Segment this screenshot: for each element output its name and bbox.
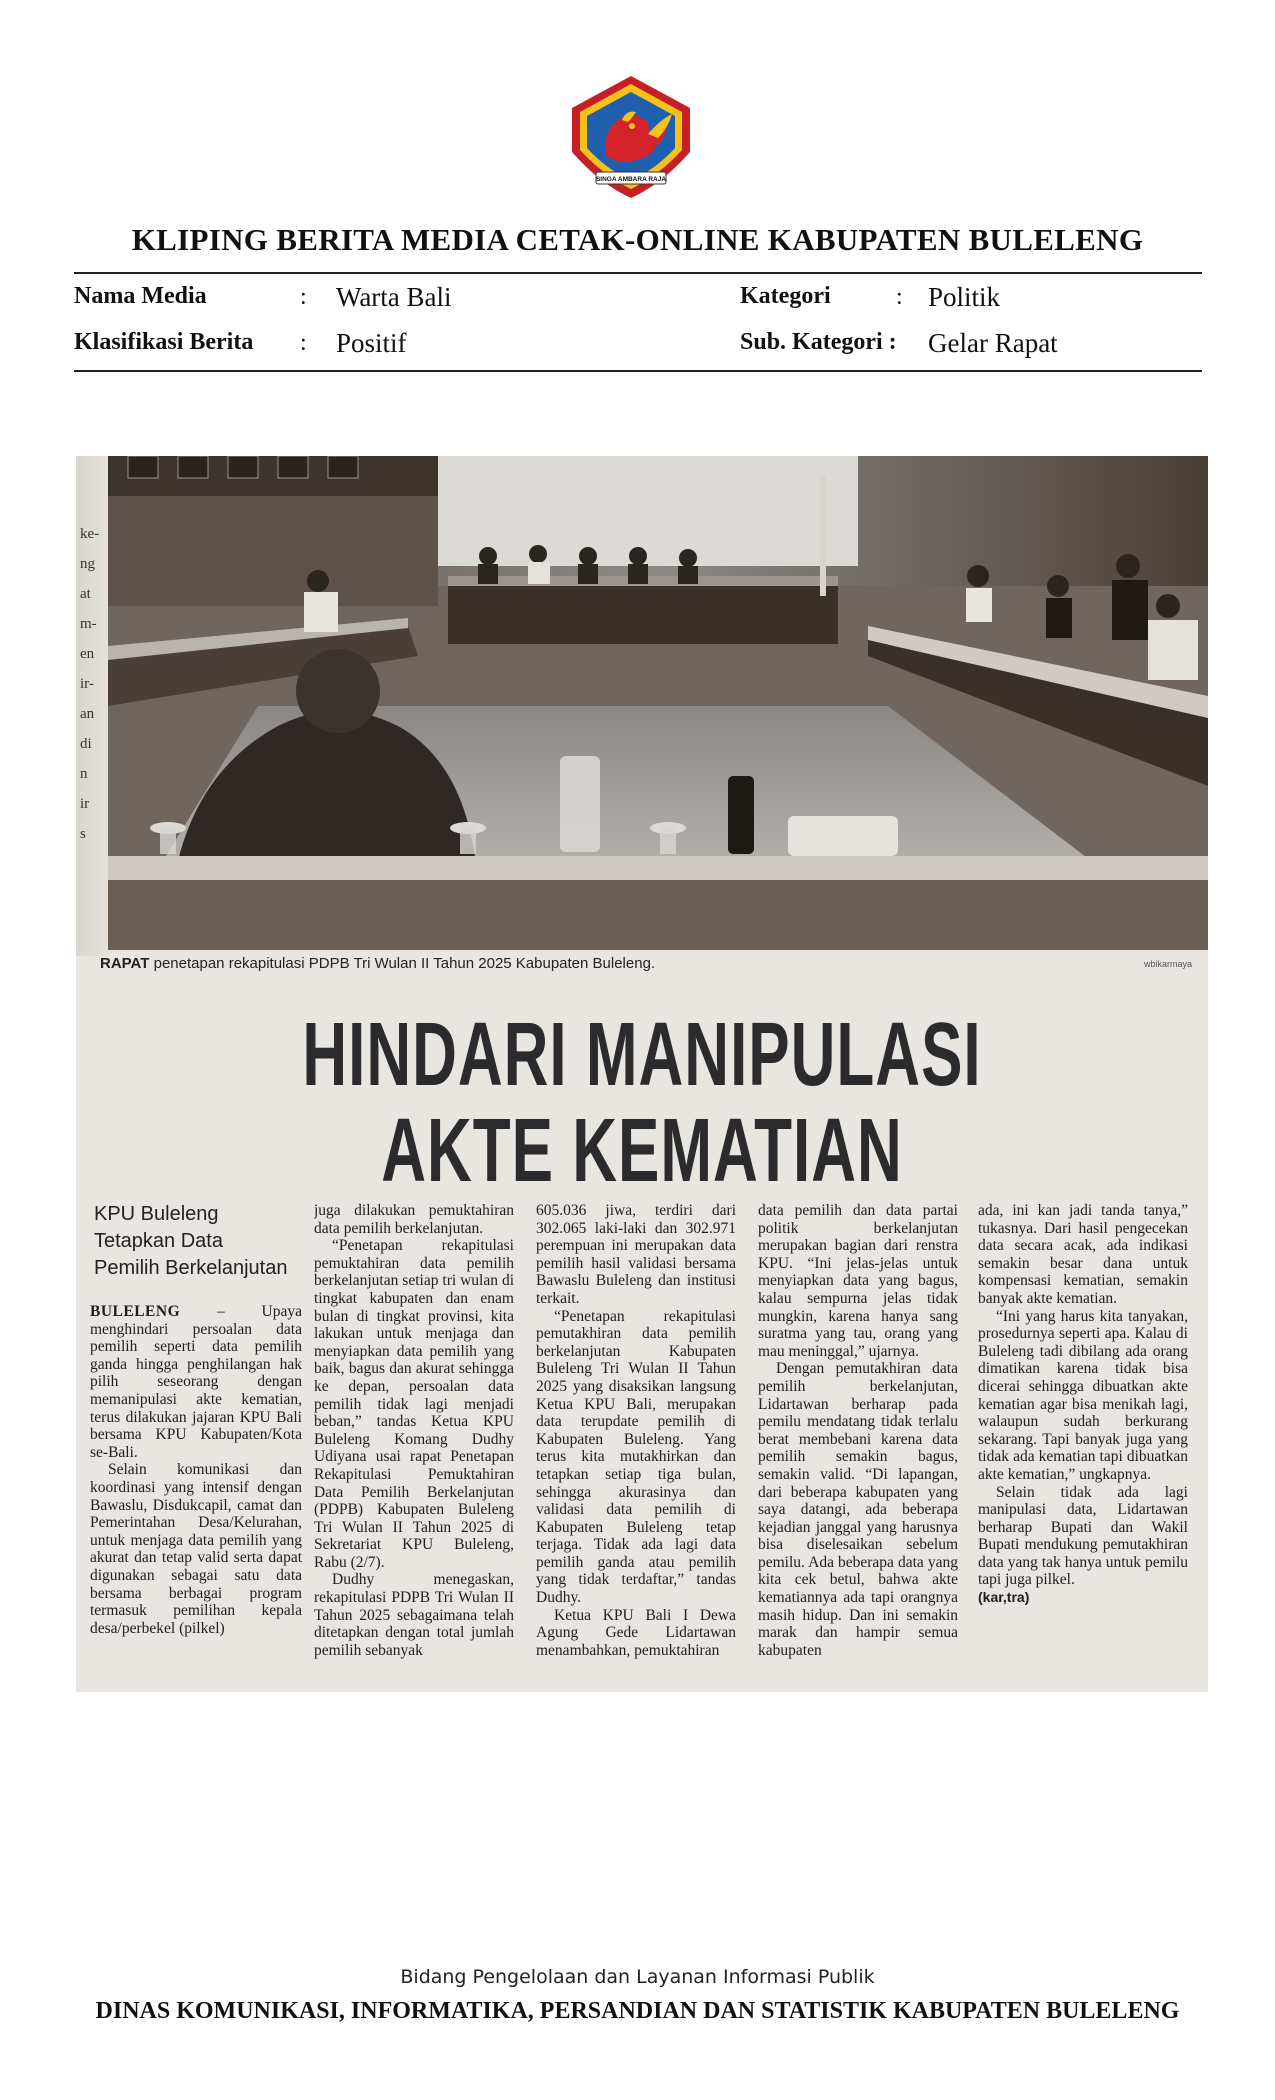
klasifikasi-label: Klasifikasi Berita bbox=[74, 329, 254, 355]
subkategori-label: Sub. Kategori : bbox=[740, 329, 897, 355]
kategori-value: Politik bbox=[928, 282, 1001, 312]
headline-line-2: AKTE KEMATIAN bbox=[381, 1101, 903, 1202]
article-column-2: juga dilakukan pemuktahiran data pemilih berkelanjutan. “Penetapan rekapitulasi pemuktahiran data pemilih berkelanjutan setiap tri wulan di tingkat kabupaten dan enam bulan di tingkat provinsi, kita lakukan untuk menjaga dan menyiapkan data pemilih yang baik, bagus dan akurat sehingga ke depan, persoalan data pemilih tidak lagi menjadi beban,” tandas Ketua KPU Buleleng Komang Dudhy Udiyana usai rapat Penetapan Rekapitulasi Pemuktahiran Data Pemilih Berkelanjutan (PDPB) Kabupaten Buleleng Tri Wulan II Tahun 2025 di Sekretariat KPU Buleleng, Rabu (2/7). Dudhy menegaskan, rekapitulasi PDPB Tri Wulan II Tahun 2025 sebagaimana telah ditetapkan dengan total jumlah pemilih sebanyak bbox=[314, 1202, 514, 1659]
colon: : bbox=[896, 284, 903, 310]
article-column-3: 605.036 jiwa, terdiri dari 302.065 laki-laki dan 302.971 perempuan ini merupakan data pemilih hasil validasi bersama Bawaslu Buleleng dan institusi terkait. “Penetapan rekapitulasi pemutakhiran data pemilih berkelanjutan Kabupaten Buleleng Tri Wulan II Tahun 2025 yang disaksikan langsung Ketua KPU Bali, merupakan data terupdate pemilih di Kabupaten Buleleng. Yang terus kita mutakhirkan dan tetapkan setiap tiga bulan, sehingga akurasinya dan validasi data pemilih di Kabupaten Buleleng tetap terjaga. Tidak ada lagi data pemilih ganda atau pemilih yang tidak terdaftar,” tandas Dudhy. Ketua KPU Bali I Dewa Agung Gede Lidartawan menambahkan, pemuktahiran bbox=[536, 1202, 736, 1659]
footer-agency: DINAS KOMUNIKASI, INFORMATIKA, PERSANDIAN DAN STATISTIK KABUPATEN BULELENG bbox=[95, 1998, 1180, 2024]
newspaper-clipping: ke- ng at m- en ir- an di n ir s RAPAT penetapan rekapitulasi PDPB Tri Wulan II Tahun 2025 Kabupaten Buleleng. wbikarmaya HINDARI MANIPULASI AKTE KEMATIAN KPU Buleleng Tetapkan Data Pemilih Berkelanjutan BULELENG – Upaya menghindari persoalan data pemilih seperti data pemilih ganda hingga penghilangan hak pilih seseorang dengan memanipulasi akte kematian, terus dilakukan jajaran KPU Bali bersama KPU Kabupaten/Kota se-Bali. Selain komunikasi dan koordinasi yang intensif dengan Bawaslu, Disdukcapil, camat dan Pemerintahan Desa/Kelurahan, untuk menjaga data pemilih yang akurat dan tetap valid serta dapat digunakan sebagai satu data bersama berbagai program termasuk pemilihan kepala desa/perbekel (pilkel) juga dilakukan pemuktahiran data pemilih berkelanjutan. “Penetapan rekapitulasi pemuktahiran data pemilih berkelanjutan setiap tri wulan di tingkat kabupaten dan enam bulan di tingkat provinsi, kita lakukan untuk menjaga dan menyiapkan data pemilih yang baik, bagus dan akurat sehingga ke depan, persoalan data pemilih tidak lagi menjadi beban,” tandas Ketua KPU Buleleng Komang Dudhy Udiyana usai rapat Penetapan Rekapitulasi Pemuktahiran Data Pemilih Berkelanjutan (PDPB) Kabupaten Buleleng Tri Wulan II Tahun 2025 di Sekretariat KPU Buleleng, Rabu (2/7). Dudhy menegaskan, rekapitulasi PDPB Tri Wulan II Tahun 2025 sebagaimana telah ditetapkan dengan total jumlah pemilih sebanyak 605.036 jiwa, terdiri dari 302.065 laki-laki dan 302.971 perempuan ini merupakan data pemilih hasil validasi bersama Bawaslu Buleleng dan institusi terkait. “Penetapan rekapitulasi pemutakhiran data pemilih berkelanjutan Kabupaten Buleleng Tri Wulan II Tahun 2025 yang disaksikan langsung Ketua KPU Bali, merupakan data terupdate pemilih di Kabupaten Buleleng. Yang terus kita mutakhirkan dan tetapkan setiap tiga bulan, sehingga akurasinya dan validasi data pemilih di Kabupaten Buleleng tetap terjaga. Tidak ada lagi data pemilih ganda atau pemilih yang tidak terdaftar,” tandas Dudhy. Ketua KPU Bali I Dewa Agung Gede Lidartawan menambahkan, pemuktahiran data pemilih dan data partai politik berkelanjutan merupakan bagian dari renstra KPU. “Ini jelas-jelas untuk menyiapkan data yang bagus, kalau sempurna jelas tidak mungkin, karena hanya sang suratma yang tau, orang yang mau meninggal,” ujarnya. Dengan pemutakhiran data pemilih berkelanjutan, Lidartawan berharap pada pemilu mendatang tidak terlalu berat membebani karena data pemilih semakin bagus, semakin valid. “Di lapangan, dari beberapa kabupaten yang saya datangi, ada beberapa kejadian janggal yang harusnya bisa diselesaikan sebelum pemilu. Ada beberapa data yang kita cek betul, bahwa akte kematiannya ada tapi orangnya masih hidup. Dan ini semakin marak dan hampir semua kabupaten ada, ini kan jadi tanda tanya,” tukasnya. Dari hasil pengecekan data secara acak, ada indikasi semakin besar dana untuk kompensasi kematian, semakin banyak akte kematian. “Ini yang harus kita tanyakan, prosedurnya seperti apa. Kalau di Buleleng tadi dibilang ada orang dimatikan karena tidak bisa dicerai sehingga dibuatkan akte kematian agar bisa menikah lagi, walaupun sudah berkurang sekarang. Tapi banyak juga yang tidak ada kematian tapi dibuatkan akte kematian,” ungkapnya. Selain tidak ada lagi manipulasi data, Lidartawan berharap Bupati dan Wakil Bupati mendukung pemutakhiran data yang tak hanya untuk pemilu tapi juga pilkel. (kar,tra) bbox=[76, 456, 1208, 1692]
article-signature: (kar,tra) bbox=[978, 1589, 1030, 1606]
singa-ambara-raja-crest-icon bbox=[562, 74, 700, 200]
media-value: Warta Bali bbox=[336, 282, 452, 312]
headline-line-1: HINDARI MANIPULASI bbox=[302, 1005, 982, 1106]
caption-text: penetapan rekapitulasi PDPB Tri Wulan II Tahun 2025 Kabupaten Buleleng. bbox=[149, 955, 656, 972]
header-divider bbox=[74, 272, 1202, 274]
subkategori-value: Gelar Rapat bbox=[928, 328, 1058, 358]
meeting-photo bbox=[108, 456, 1208, 950]
colon: : bbox=[300, 330, 307, 356]
meta-divider bbox=[74, 370, 1202, 372]
page-title: KLIPING BERITA MEDIA CETAK-ONLINE KABUPATEN BULELENG bbox=[131, 222, 1144, 257]
kategori-label: Kategori bbox=[740, 283, 831, 309]
colon: : bbox=[300, 284, 307, 310]
media-label: Nama Media bbox=[74, 283, 207, 309]
klasifikasi-value: Positif bbox=[336, 328, 407, 358]
photo-caption bbox=[100, 955, 1000, 972]
caption-lead: RAPAT bbox=[100, 955, 150, 972]
dateline: BULELENG bbox=[90, 1303, 181, 1320]
footer-division: Bidang Pengelolaan dan Layanan Informasi Publik bbox=[400, 1966, 875, 1988]
article-column-5: ada, ini kan jadi tanda tanya,” tukasnya. Dari hasil pengecekan data secara acak, ada indikasi semakin besar dana untuk kompensasi kematian, semakin banyak akte kematian. “Ini yang harus kita tanyakan, prosedurnya seperti apa. Kalau di Buleleng tadi dibilang ada orang dimatikan karena tidak bisa dicerai sehingga dibuatkan akte kematian agar bisa menikah lagi, walaupun sudah berkurang sekarang. Tapi banyak juga yang tidak ada kematian tapi dibuatkan akte kematian,” ungkapnya. Selain tidak ada lagi manipulasi data, Lidartawan berharap Bupati dan Wakil Bupati mendukung pemutakhiran data yang tak hanya untuk pemilu tapi juga pilkel. (kar,tra) bbox=[978, 1202, 1188, 1606]
subheadline: KPU Buleleng Tetapkan Data Pemilih Berkelanjutan bbox=[94, 1203, 288, 1279]
article-column-4: data pemilih dan data partai politik berkelanjutan merupakan bagian dari renstra KPU. “Ini jelas-jelas untuk menyiapkan data yang bagus, kalau sempurna jelas tidak mungkin, karena hanya sang suratma yang tau, orang yang mau meninggal,” ujarnya. Dengan pemutakhiran data pemilih berkelanjutan, Lidartawan berharap pada pemilu mendatang tidak terlalu berat membebani karena data pemilih semakin bagus, semakin valid. “Di lapangan, dari beberapa kabupaten yang saya datangi, ada beberapa kejadian janggal yang harusnya bisa diselesaikan sebelum pemilu. Ada beberapa data yang kita cek betul, bahwa akte kematiannya ada tapi orangnya masih hidup. Dan ini semakin marak dan hampir semua kabupaten bbox=[758, 1202, 958, 1659]
svg-text:SINGA AMBARA RAJA: SINGA AMBARA RAJA bbox=[595, 176, 667, 183]
photo-credit: wbikarmaya bbox=[1144, 959, 1193, 969]
article-column-1: BULELENG – Upaya menghindari persoalan data pemilih seperti data pemilih ganda hingga penghilangan hak pilih seseorang dengan memanipulasi akte kematian, terus dilakukan jajaran KPU Bali bersama KPU Kabupaten/Kota se-Bali. Selain komunikasi dan koordinasi yang intensif dengan Bawaslu, Disdukcapil, camat dan Pemerintahan Desa/Kelurahan, untuk menjaga data pemilih yang akurat dan tetap valid serta dapat digunakan sebagai satu data bersama berbagai program termasuk pemilihan kepala desa/perbekel (pilkel) bbox=[90, 1303, 302, 1637]
